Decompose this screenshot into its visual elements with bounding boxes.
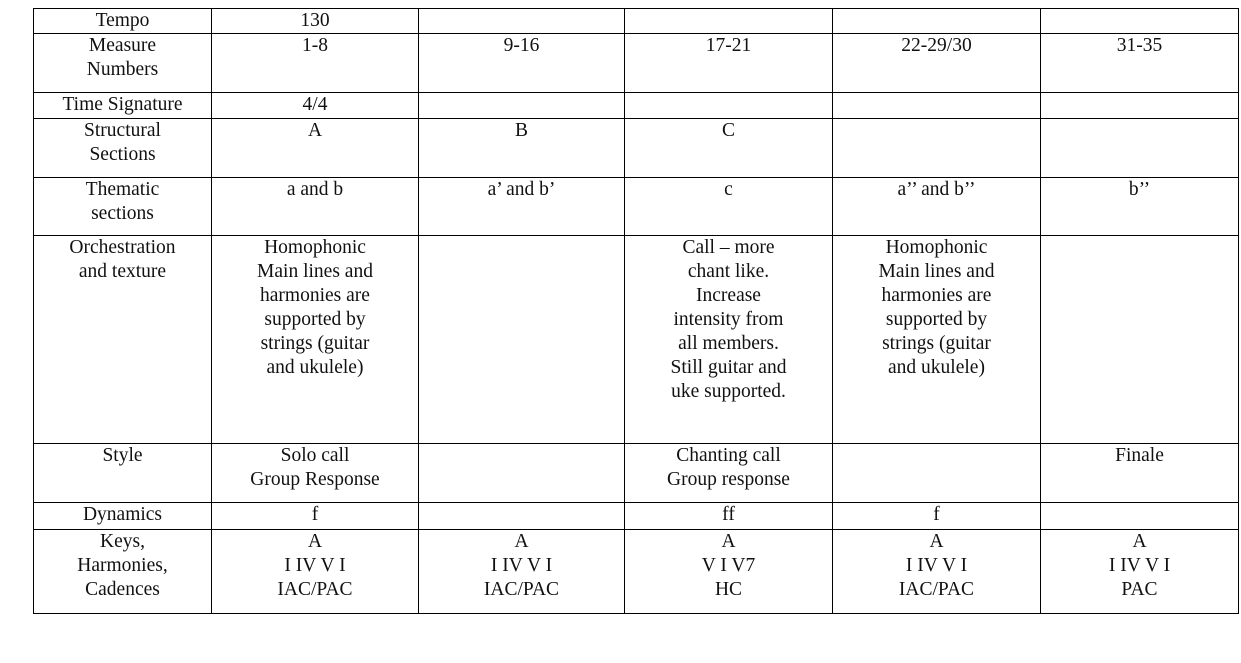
table-cell xyxy=(833,9,1041,34)
table-cell: Solo call Group Response xyxy=(212,444,419,503)
row-label: Keys, Harmonies, Cadences xyxy=(34,530,212,614)
row-keys-harmonies-cadences xyxy=(34,530,1239,614)
table-cell xyxy=(419,9,625,34)
table-cell xyxy=(625,93,833,119)
table-cell: 22-29/30 xyxy=(833,34,1041,93)
table-cell: c xyxy=(625,178,833,236)
table-cell: Homophonic Main lines and harmonies are supported by strings (guitar and ukulele) xyxy=(833,236,1041,444)
table-cell xyxy=(1041,236,1239,444)
table-cell: 9-16 xyxy=(419,34,625,93)
row-measure-numbers xyxy=(34,34,1239,93)
table-cell: 130 xyxy=(212,9,419,34)
table-cell: A I IV V I IAC/PAC xyxy=(419,530,625,614)
row-label: Thematic sections xyxy=(34,178,212,236)
table-cell: 1-8 xyxy=(212,34,419,93)
row-label: Orchestration and texture xyxy=(34,236,212,444)
table-cell: a’’ and b’’ xyxy=(833,178,1041,236)
table-cell xyxy=(419,93,625,119)
table-cell: A I IV V I IAC/PAC xyxy=(212,530,419,614)
table-cell: f xyxy=(212,503,419,530)
table-cell xyxy=(1041,9,1239,34)
table-cell xyxy=(833,93,1041,119)
table-cell: A xyxy=(212,119,419,178)
row-label: Structural Sections xyxy=(34,119,212,178)
table-cell xyxy=(1041,93,1239,119)
table-cell xyxy=(833,119,1041,178)
table-cell: 31-35 xyxy=(1041,34,1239,93)
table-cell: a and b xyxy=(212,178,419,236)
row-label: Style xyxy=(34,444,212,503)
table-cell: A I IV V I PAC xyxy=(1041,530,1239,614)
table-cell xyxy=(625,9,833,34)
table-cell: Homophonic Main lines and harmonies are supported by strings (guitar and ukulele) xyxy=(212,236,419,444)
row-orchestration-texture xyxy=(34,236,1239,444)
table-cell: Chanting call Group response xyxy=(625,444,833,503)
row-label: Dynamics xyxy=(34,503,212,530)
table-cell: B xyxy=(419,119,625,178)
table-cell xyxy=(1041,503,1239,530)
table-cell: a’ and b’ xyxy=(419,178,625,236)
analysis-table xyxy=(33,8,1239,614)
table-cell: Finale xyxy=(1041,444,1239,503)
row-label: Measure Numbers xyxy=(34,34,212,93)
table-cell: 17-21 xyxy=(625,34,833,93)
table-cell: A V I V7 HC xyxy=(625,530,833,614)
table-cell xyxy=(833,444,1041,503)
table-cell: 4/4 xyxy=(212,93,419,119)
table-cell: ff xyxy=(625,503,833,530)
row-style xyxy=(34,444,1239,503)
table-cell xyxy=(419,236,625,444)
row-dynamics xyxy=(34,503,1239,530)
table-cell: A I IV V I IAC/PAC xyxy=(833,530,1041,614)
row-structural-sections xyxy=(34,119,1239,178)
table-cell: b’’ xyxy=(1041,178,1239,236)
table-cell: Call – more chant like. Increase intensity from all members. Still guitar and uke supported. xyxy=(625,236,833,444)
table-cell: C xyxy=(625,119,833,178)
table-cell xyxy=(419,503,625,530)
table-cell: f xyxy=(833,503,1041,530)
table-cell xyxy=(419,444,625,503)
row-thematic-sections xyxy=(34,178,1239,236)
row-tempo xyxy=(34,9,1239,34)
row-label: Time Signature xyxy=(34,93,212,119)
row-time-signature xyxy=(34,93,1239,119)
table-cell xyxy=(1041,119,1239,178)
row-label: Tempo xyxy=(34,9,212,34)
